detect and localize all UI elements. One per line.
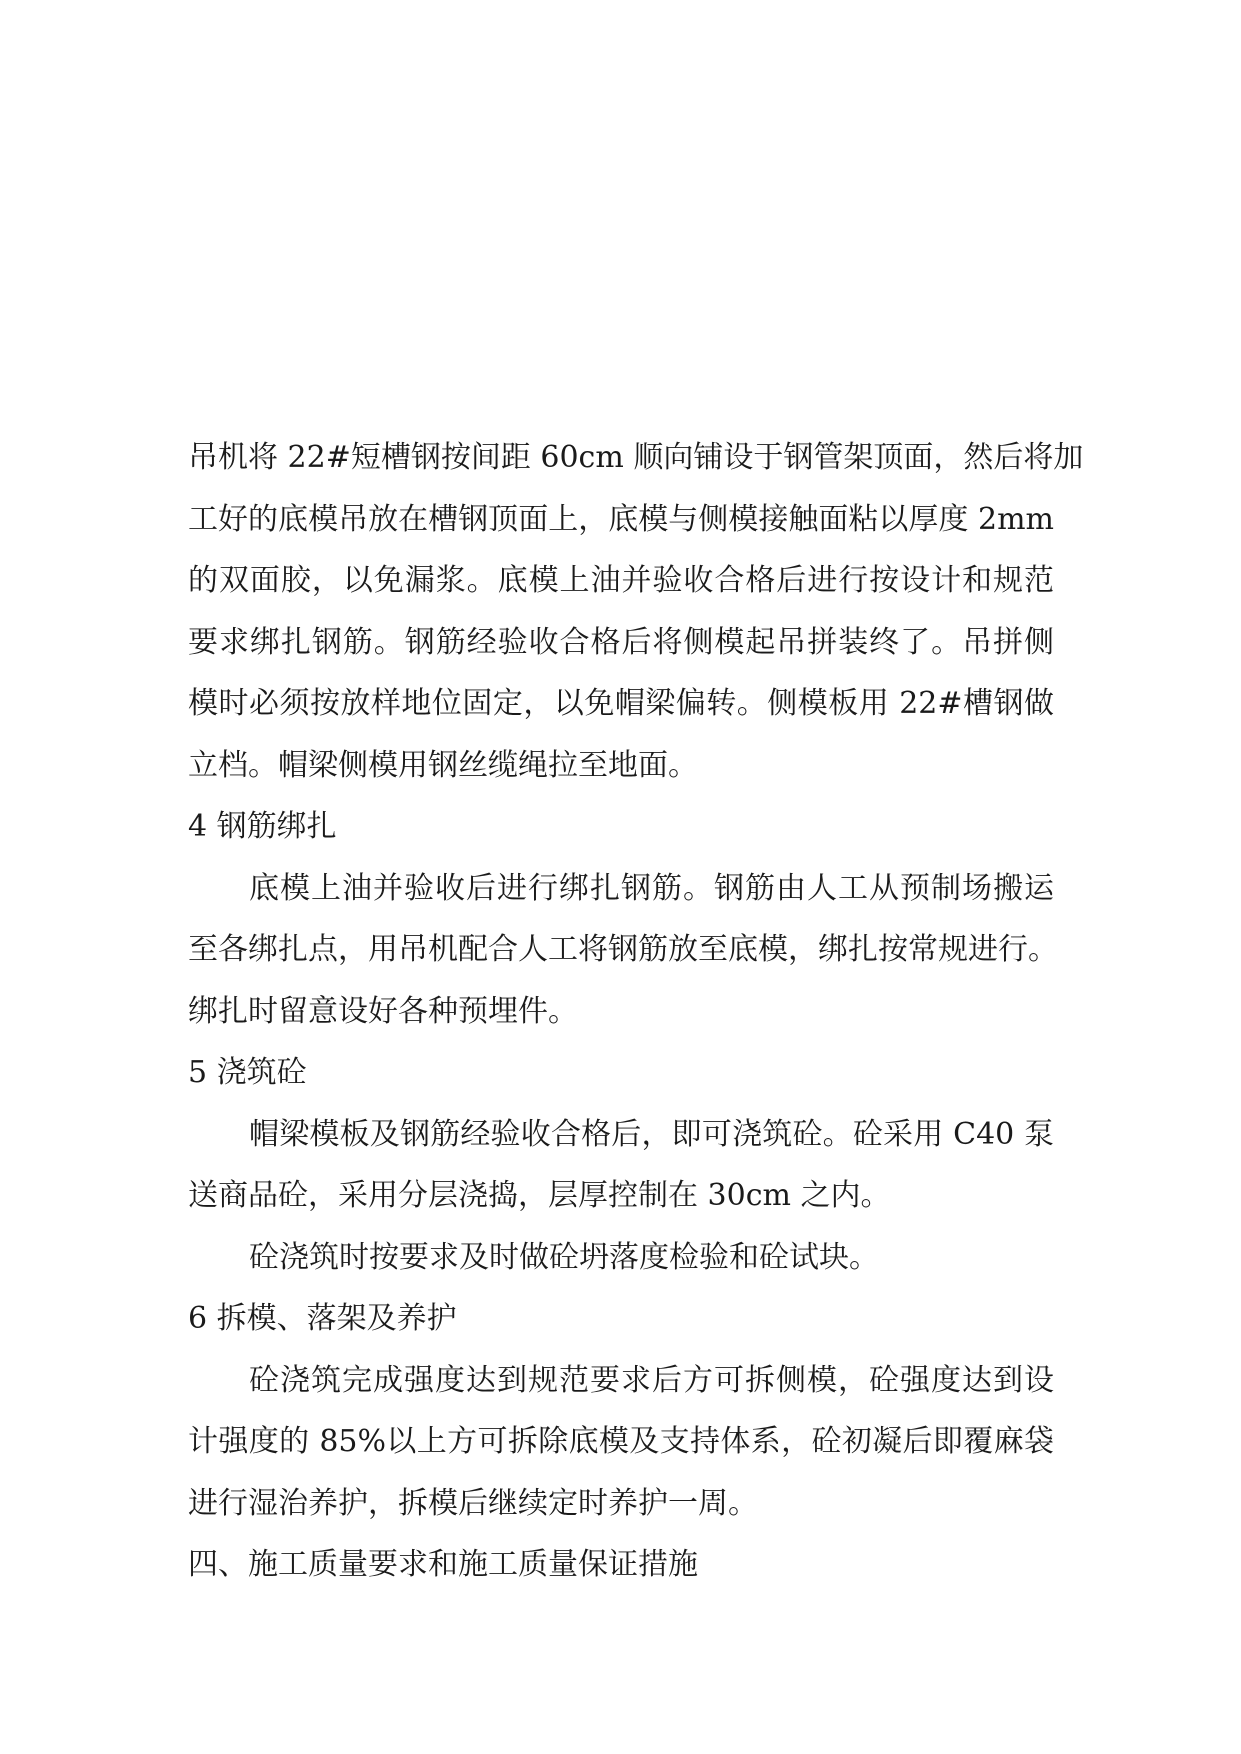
paragraph-line: 计强度的 85%以上方可拆除底模及支持体系，砼初凝后即覆麻袋: [188, 1424, 1054, 1459]
paragraph-line: 砼浇筑时按要求及时做砼坍落度检验和砼试块。: [249, 1239, 879, 1275]
paragraph-line: 绑扎时留意设好各种预埋件。: [188, 993, 578, 1029]
paragraph-line: 立档。帽梁侧模用钢丝缆绳拉至地面。: [188, 747, 698, 783]
paragraph-line: 的双面胶，以免漏浆。底模上油并验收合格后进行按设计和规范: [188, 563, 1054, 598]
paragraph-line: 帽梁模板及钢筋经验收合格后，即可浇筑砼。砼采用 C40 泵: [249, 1116, 1054, 1152]
paragraph-line: 砼浇筑完成强度达到规范要求后方可拆侧模，砼强度达到设: [249, 1362, 1054, 1398]
section-heading: 5 浇筑砼: [188, 1055, 307, 1090]
document-page: [188, 427, 1084, 1596]
paragraph-line: 模时必须按放样地位固定，以免帽梁偏转。侧模板用 22#槽钢做: [188, 686, 1054, 721]
paragraph-line: 工好的底模吊放在槽钢顶面上，底模与侧模接触面粘以厚度 2mm: [188, 501, 1054, 537]
paragraph-line: 进行湿治养护，拆模后继续定时养护一周。: [188, 1485, 758, 1521]
section-heading: 4 钢筋绑扎: [188, 809, 337, 844]
paragraph-line: 吊机将 22#短槽钢按间距 60cm 顺向铺设于钢管架顶面，然后将加: [188, 440, 1084, 475]
paragraph-line: 底模上油并验收后进行绑扎钢筋。钢筋由人工从预制场搬运: [249, 870, 1054, 906]
paragraph-line: 至各绑扎点，用吊机配合人工将钢筋放至底模，绑扎按常规进行。: [188, 932, 1058, 967]
section-heading: 6 拆模、落架及养护: [188, 1301, 457, 1336]
chapter-heading: 四、施工质量要求和施工质量保证措施: [188, 1547, 698, 1582]
paragraph-line: 送商品砼，采用分层浇捣，层厚控制在 30cm 之内。: [188, 1178, 891, 1213]
paragraph-line: 要求绑扎钢筋。钢筋经验收合格后将侧模起吊拼装终了。吊拼侧: [188, 624, 1054, 660]
